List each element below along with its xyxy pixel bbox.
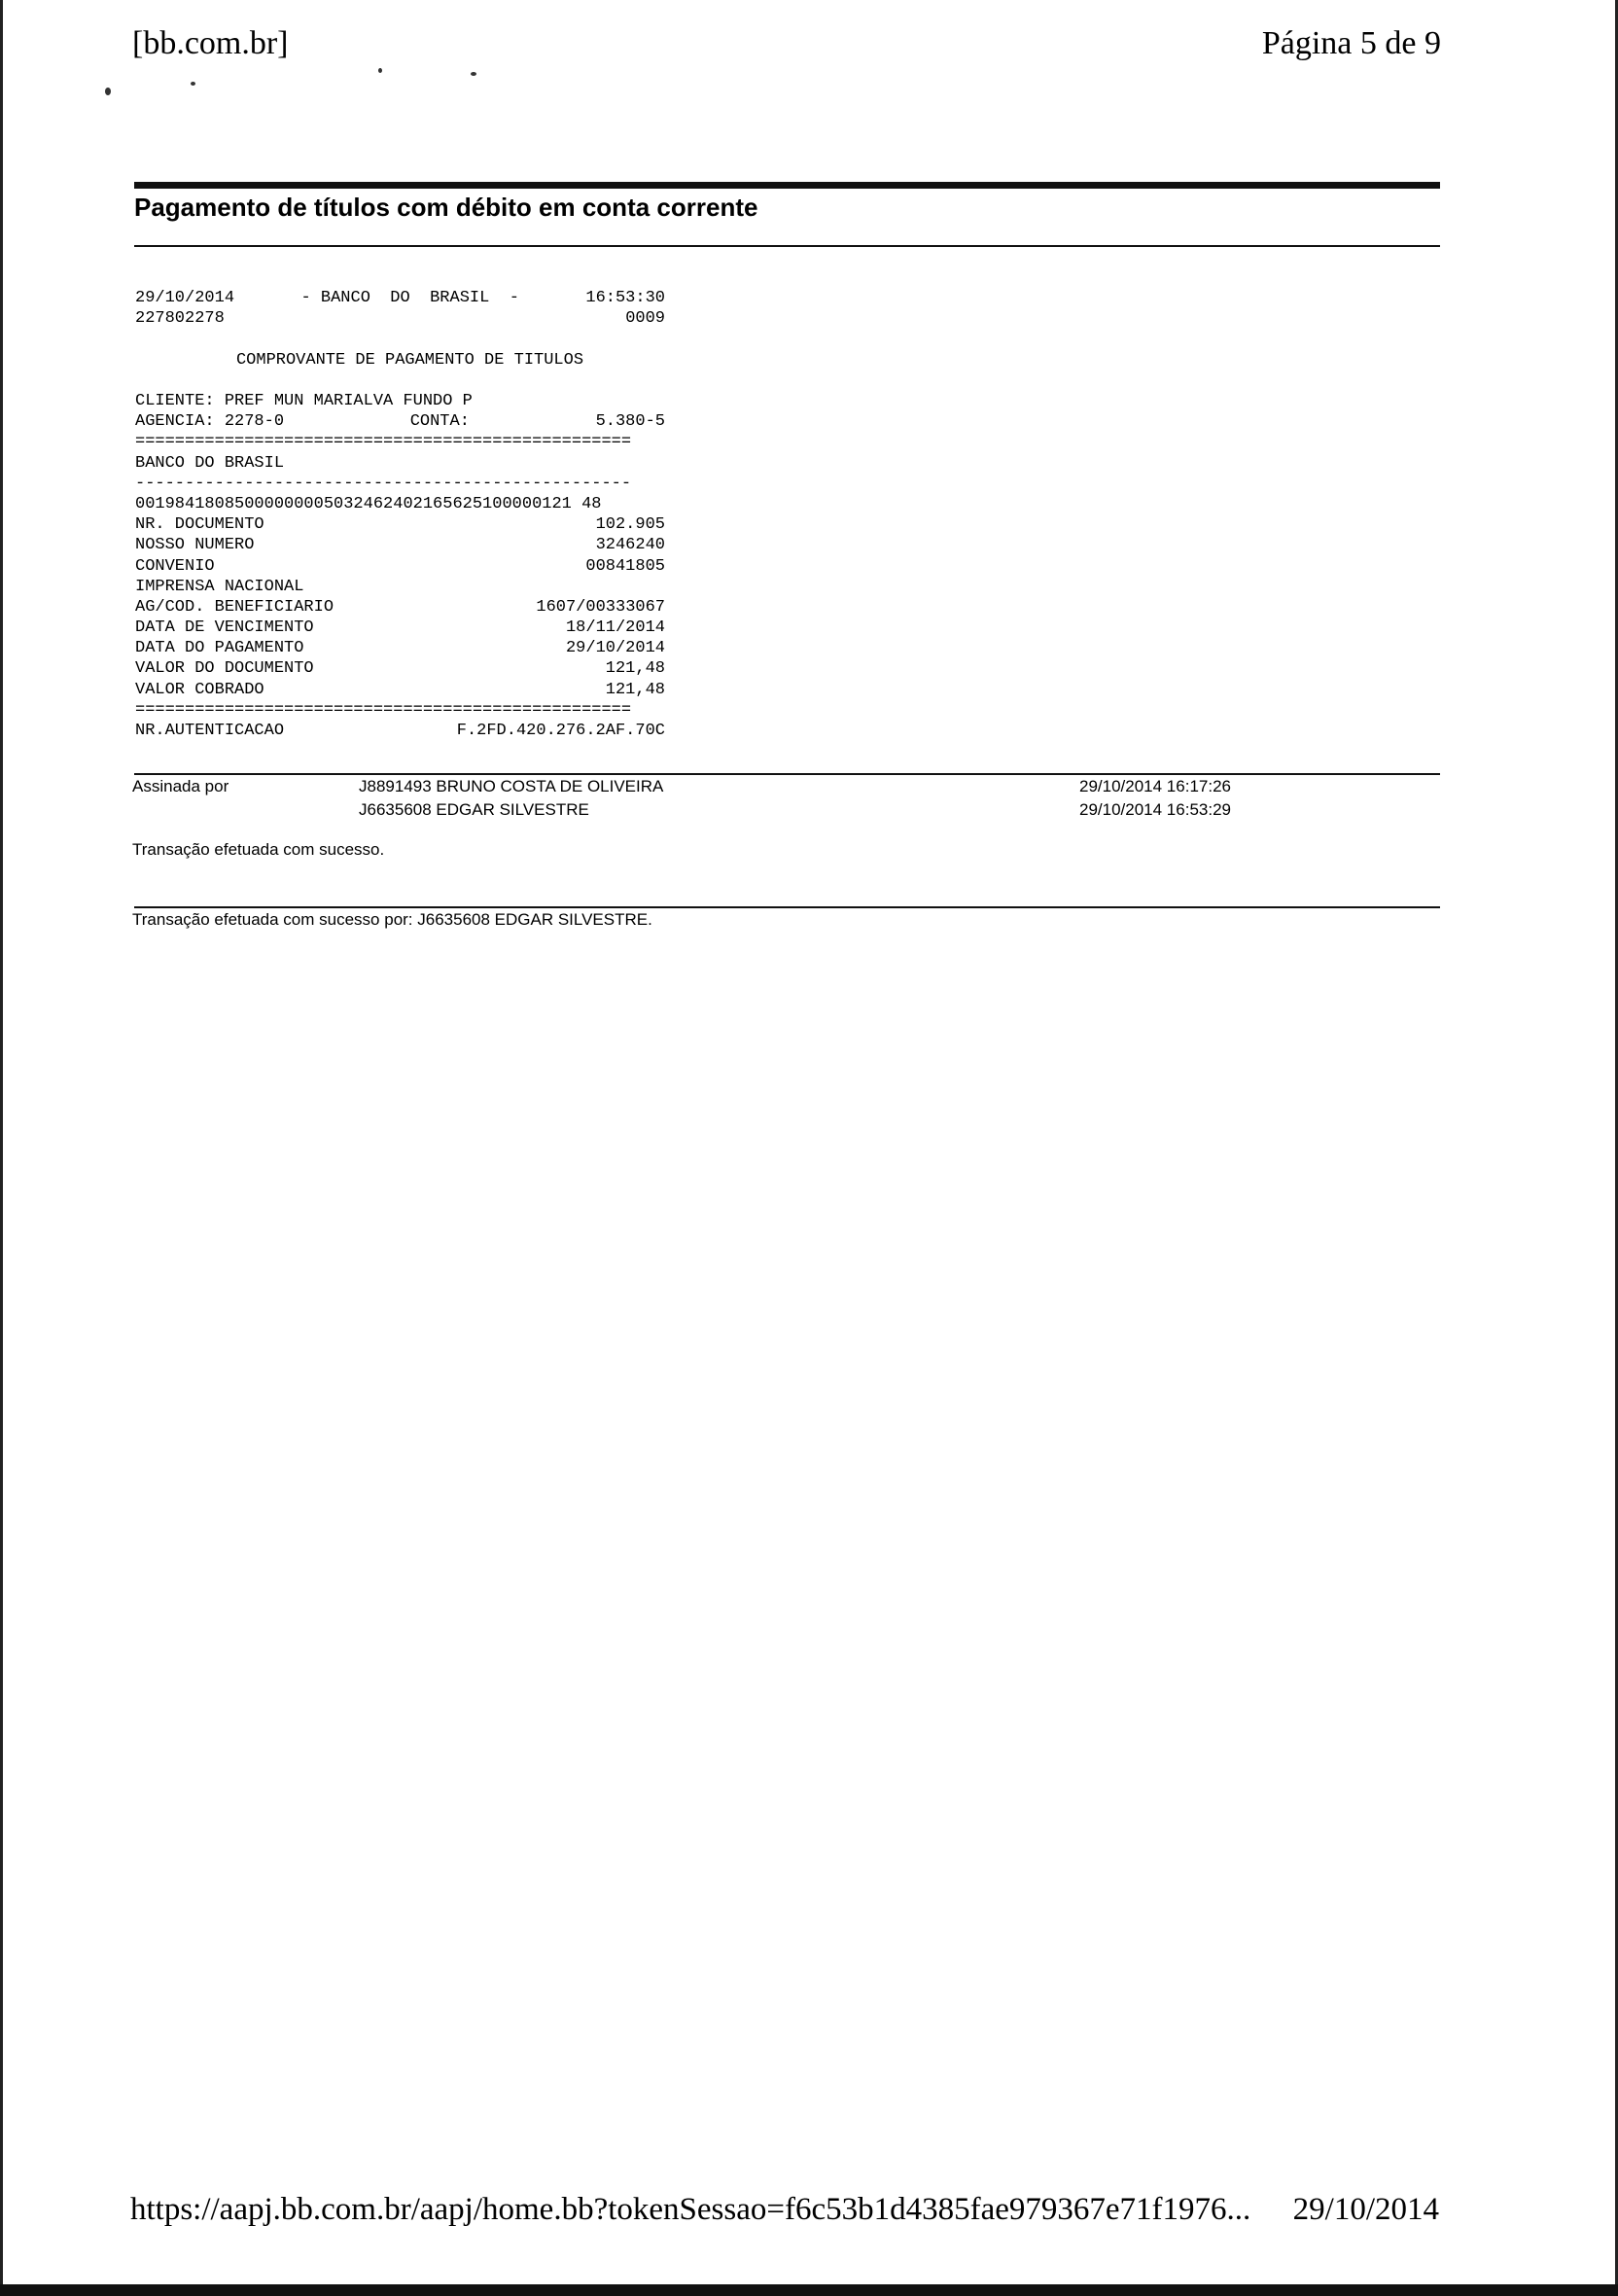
receipt-field-row: [135, 535, 665, 555]
transaction-status-by: Transação efetuada com sucesso por: J6635608 EDGAR SILVESTRE.: [132, 910, 652, 929]
receipt-field-value: 121,48: [605, 659, 665, 679]
receipt-terminal: 0009: [625, 309, 665, 329]
receipt-separator-single: --------------------------------------------------: [135, 474, 632, 493]
page-title: Pagamento de títulos com débito em conta corrente: [134, 193, 758, 222]
receipt-field-label: VALOR DO DOCUMENTO: [135, 659, 314, 679]
receipt-field-label: IMPRENSA NACIONAL: [135, 577, 304, 596]
receipt-field-value: 18/11/2014: [565, 618, 665, 638]
signer-name: J8891493 BRUNO COSTA DE OLIVEIRA: [359, 777, 664, 795]
site-header: [bb.com.br]: [132, 25, 289, 61]
title-bottom-rule: [134, 245, 1440, 247]
footer-url: https://aapj.bb.com.br/aapj/home.bb?tokenSessao=f6c53b1d4385fae979367e71f1976...: [130, 2192, 1251, 2227]
receipt-field-value: 121,48: [605, 680, 665, 699]
receipt-field-row: [135, 618, 665, 638]
status-rule: [134, 906, 1440, 908]
receipt-field-label: CONVENIO: [135, 556, 215, 576]
receipt-field-row: [135, 556, 665, 577]
scan-speck: [191, 82, 195, 86]
transaction-status: Transação efetuada com sucesso.: [132, 840, 385, 859]
receipt-account-label: CONTA:: [409, 412, 470, 432]
receipt-heading: COMPROVANTE DE PAGAMENTO DE TITULOS: [235, 350, 584, 370]
receipt-field-label: DATA DO PAGAMENTO: [135, 639, 304, 658]
receipt-client: CLIENTE: PREF MUN MARIALVA FUNDO P: [135, 391, 473, 410]
receipt-account-value: 5.380-5: [595, 412, 665, 432]
scan-speck: [378, 68, 382, 73]
receipt-fields: [135, 514, 665, 700]
receipt-auth-label: NR.AUTENTICACAO: [135, 722, 285, 740]
receipt-barcode: 00198418085000000005032462402165625100000121 48: [135, 494, 602, 513]
receipt-field-label: AG/COD. BENEFICIARIO: [135, 597, 334, 617]
scan-edge-bottom: [0, 2284, 1618, 2296]
receipt-field-row: [135, 680, 665, 700]
signer-datetime: 29/10/2014 16:53:29: [1079, 800, 1231, 819]
signer-name: J6635608 EDGAR SILVESTRE: [359, 800, 589, 819]
title-top-rule: [134, 182, 1440, 189]
receipt-separator-double: ==================================================: [135, 433, 632, 452]
receipt-field-value: 102.905: [595, 515, 665, 535]
receipt-agency: AGENCIA: 2278-0: [135, 412, 285, 432]
receipt-field-row: [135, 514, 665, 535]
receipt-field-value: 00841805: [585, 556, 665, 576]
receipt-field-value: 1607/00333067: [536, 597, 665, 617]
receipt-id-line: [135, 308, 665, 329]
receipt-auth-line: [135, 721, 665, 741]
receipt-bank: - BANCO DO BRASIL -: [300, 289, 519, 307]
receipt-bank-name: BANCO DO BRASIL: [135, 453, 285, 473]
receipt-header-line: [135, 288, 665, 308]
receipt-field-label: VALOR COBRADO: [135, 680, 264, 699]
footer-date: 29/10/2014: [1292, 2192, 1439, 2227]
receipt-field-row: [135, 597, 665, 618]
payment-receipt: [135, 288, 665, 741]
signed-by-label: Assinada por: [132, 777, 229, 795]
receipt-field-label: NR. DOCUMENTO: [135, 515, 264, 535]
receipt-field-row: [135, 638, 665, 658]
receipt-field-label: NOSSO NUMERO: [135, 536, 255, 555]
receipt-field-row: [135, 658, 665, 679]
signatures-top-rule: [134, 773, 1440, 775]
receipt-field-row: [135, 577, 665, 597]
scan-edge-left: [0, 0, 3, 2296]
signer-datetime: 29/10/2014 16:17:26: [1079, 777, 1231, 795]
receipt-separator-double: ==================================================: [135, 700, 632, 720]
receipt-date: 29/10/2014: [135, 289, 235, 307]
scan-speck: [105, 88, 111, 95]
scan-speck: [471, 72, 476, 76]
page-number: Página 5 de 9: [1261, 25, 1441, 61]
receipt-id: 227802278: [135, 309, 225, 329]
receipt-field-value: 29/10/2014: [565, 639, 665, 658]
receipt-field-value: 3246240: [595, 536, 665, 555]
receipt-account-line: [135, 411, 665, 432]
receipt-field-label: DATA DE VENCIMENTO: [135, 618, 314, 638]
receipt-time: 16:53:30: [585, 289, 665, 307]
receipt-auth-value: F.2FD.420.276.2AF.70C: [456, 722, 665, 740]
